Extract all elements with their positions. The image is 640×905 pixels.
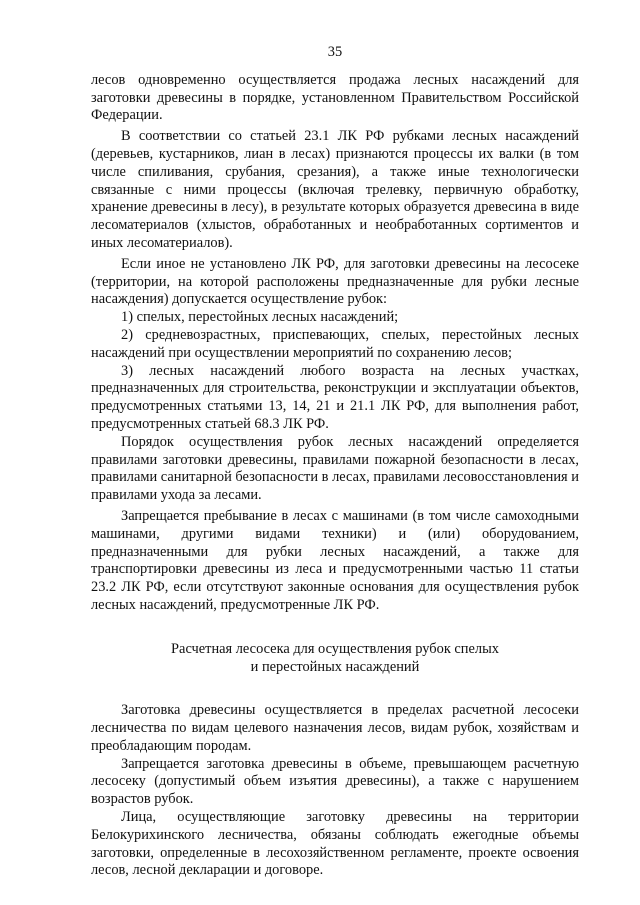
paragraph-harvest-limits: Заготовка древесины осуществляется в пределах расчетной лесосеки лесничества по видам целевого назначения лесов, видам рубок, хозяйствам и преобладающим породам. (91, 702, 579, 754)
paragraph-logging-rules: Порядок осуществления рубок лесных насаждений определяется правилами заготовки древесины, правилами пожарной безопасности в лесах, правилами санитарной безопасности в лесах, правилами лесовосстановления и правилами ухода за лесами. (91, 433, 579, 504)
section-heading-line-2: и перестойных насаждений (250, 658, 420, 675)
paragraph-harvest-prohibition: Запрещается заготовка древесины в объеме, превышающем расчетную лесосеку (допустимый объем изъятия древесины), а также с нарушением возрастов рубок. (91, 755, 579, 808)
section-heading-line-1: Расчетная лесосека для осуществления рубок спелых (171, 640, 499, 657)
list-item-2: 2) средневозрастных, приспевающих, спелых, перестойных лесных насаждений при осуществлении мероприятий по сохранению лесов; (91, 326, 579, 361)
page-number: 35 (327, 44, 343, 60)
list-item-3: 3) лесных насаждений любого возраста на лесных участках, предназначенных для строительства, реконструкции и эксплуатации объектов, предусмотренных статьями 13, 14, 21 и 21.1 ЛК РФ, для выполнения работ, предусмотренных статьей 68.3 ЛК РФ. (91, 362, 579, 432)
paragraph-continuation: лесов одновременно осуществляется продажа лесных насаждений для заготовки древесины в порядке, установленном Правительством Российской Федерации. (91, 71, 579, 124)
document-page (91, 44, 579, 880)
paragraph-logging-definition: В соответствии со статьей 23.1 ЛК РФ рубками лесных насаждений (деревьев, кустарников, лиан в лесах) признаются процессы их валки (в том числе спиливания, срубания, срезания), а также иные технологически связанные с ними процессы (включая трелевку, первичную обработку, хранение древесины в лесу), в результате которых образуется древесина в виде лесоматериалов (хлыстов, обработанных и необработанных сортиментов и иных лесоматериалов). (91, 128, 579, 251)
paragraph-prohibition-machines: Запрещается пребывание в лесах с машинами (в том числе самоходными машинами, другими видами техники) и (или) оборудованием, предназначенными для рубки лесных насаждений, а также для транспортировки древесины из леса и предусмотренными частью 11 статьи 23.2 ЛК РФ, если отсутствуют законные основания для осуществления рубок лесных насаждений, предусмотренные ЛК РФ. (91, 507, 579, 613)
paragraph-harvest-obligations: Лица, осуществляющие заготовку древесины на территории Белокурихинского лесничества, обязаны соблюдать ежегодные объемы заготовки, определенные в лесохозяйственном регламенте, проекте освоения лесов, лесной декларации и договоре. (91, 809, 579, 879)
section-heading (91, 641, 579, 677)
paragraph-allowed-logging: Если иное не установлено ЛК РФ, для заготовки древесины на лесосеке (территории, на которой расположены предназначенные для рубки лесные насаждения) допускается осуществление рубок: (91, 255, 579, 308)
list-item-1: 1) спелых, перестойных лесных насаждений; (121, 309, 399, 326)
